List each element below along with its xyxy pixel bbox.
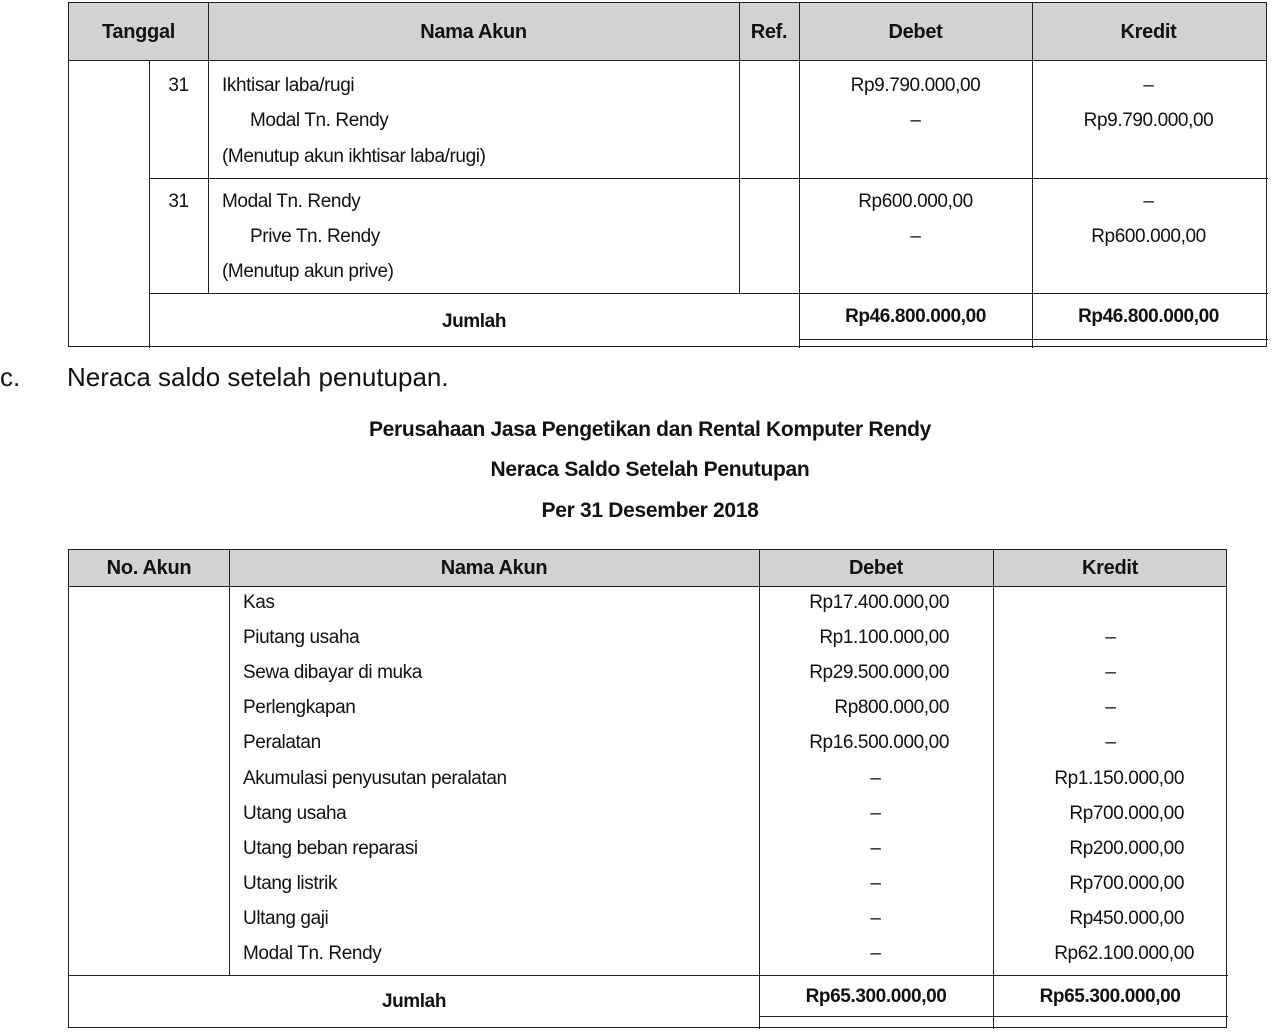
credit-value: Rp200.000,00 xyxy=(1069,838,1184,859)
debit-value: – xyxy=(870,803,881,824)
report-company: Perusahaan Jasa Pengetikan dan Rental Komputer Rendy xyxy=(368,418,932,441)
header-debet: Debet xyxy=(888,20,943,43)
header-no-akun: No. Akun xyxy=(106,557,192,579)
debit-value: Rp29.500.000,00 xyxy=(809,662,949,683)
debit-value: – xyxy=(870,838,881,859)
table-row xyxy=(69,588,1226,623)
table-row xyxy=(69,623,1226,658)
entry-1-debit-1: Rp9.790.000,00 xyxy=(850,75,981,96)
entry-1-day: 31 xyxy=(168,75,189,96)
trial-balance-table xyxy=(68,549,1227,1028)
account-name: Modal Tn. Rendy xyxy=(243,943,382,964)
account-name: Ultang gaji xyxy=(243,908,329,929)
report-name: Neraca Saldo Setelah Penutupan xyxy=(490,458,810,481)
credit-value: Rp700.000,00 xyxy=(1069,803,1184,824)
header-tanggal: Tanggal xyxy=(101,20,176,43)
table-row xyxy=(69,869,1226,904)
entry-1-description: (Menutup akun ikhtisar laba/rugi) xyxy=(222,146,486,167)
account-name: Utang listrik xyxy=(243,873,338,894)
entry-2-credit-1: – xyxy=(1143,191,1154,212)
table-row xyxy=(69,939,1226,974)
table-row xyxy=(69,834,1226,869)
entry-1-account-credit: Modal Tn. Rendy xyxy=(250,110,389,131)
account-name: Akumulasi penyusutan peralatan xyxy=(243,768,507,789)
entry-1-debit-2: – xyxy=(910,110,921,131)
entry-2-account-debit: Modal Tn. Rendy xyxy=(222,191,361,212)
entry-2-account-credit: Prive Tn. Rendy xyxy=(250,226,380,247)
entry-1-credit-1: – xyxy=(1143,75,1154,96)
debit-value: Rp1.100.000,00 xyxy=(819,627,949,648)
header-ref: Ref. xyxy=(750,20,788,43)
account-name: Utang beban reparasi xyxy=(243,838,418,859)
table-row xyxy=(69,799,1226,834)
entry-2-debit-2: – xyxy=(910,226,921,247)
credit-value: Rp1.150.000,00 xyxy=(1054,768,1184,789)
credit-value: – xyxy=(1105,697,1116,718)
report-period: Per 31 Desember 2018 xyxy=(541,499,759,522)
credit-value: – xyxy=(1105,662,1116,683)
entry-1-credit-2: Rp9.790.000,00 xyxy=(1083,110,1214,131)
debit-value: Rp800.000,00 xyxy=(834,697,949,718)
section-title: Neraca saldo setelah penutupan. xyxy=(67,362,449,392)
entry-2-day: 31 xyxy=(168,191,189,212)
credit-value: Rp700.000,00 xyxy=(1069,873,1184,894)
header-nama-akun: Nama Akun xyxy=(420,20,527,43)
entry-2-description: (Menutup akun prive) xyxy=(222,261,394,282)
debit-value: Rp17.400.000,00 xyxy=(809,592,949,613)
credit-value: Rp62.100.000,00 xyxy=(1054,943,1194,964)
account-name: Peralatan xyxy=(243,732,321,753)
header-kredit: Kredit xyxy=(1082,557,1138,579)
debit-value: – xyxy=(870,768,881,789)
entry-1-account-debit: Ikhtisar laba/rugi xyxy=(222,75,355,96)
credit-value: – xyxy=(1105,732,1116,753)
trial-balance-total-label: Jumlah xyxy=(381,991,447,1012)
credit-value: – xyxy=(1105,627,1116,648)
account-name: Kas xyxy=(243,592,275,613)
table-row xyxy=(69,658,1226,693)
journal-total-credit: Rp46.800.000,00 xyxy=(1078,306,1219,327)
entry-2-debit-1: Rp600.000,00 xyxy=(858,191,973,212)
header-nama-akun: Nama Akun xyxy=(440,557,548,579)
debit-value: – xyxy=(870,943,881,964)
debit-value: Rp16.500.000,00 xyxy=(809,732,949,753)
header-debet: Debet xyxy=(848,557,904,579)
journal-total-debit: Rp46.800.000,00 xyxy=(845,306,986,327)
account-name: Piutang usaha xyxy=(243,627,360,648)
entry-2-credit-2: Rp600.000,00 xyxy=(1091,226,1206,247)
table-row xyxy=(69,904,1226,939)
credit-value: Rp450.000,00 xyxy=(1069,908,1184,929)
account-name: Perlengkapan xyxy=(243,697,356,718)
header-kredit: Kredit xyxy=(1120,20,1177,43)
journal-total-label: Jumlah xyxy=(441,311,507,332)
table-row xyxy=(69,693,1226,728)
closing-journal-table xyxy=(68,2,1267,347)
debit-value: – xyxy=(870,908,881,929)
section-letter: c. xyxy=(0,362,21,392)
account-name: Utang usaha xyxy=(243,803,347,824)
debit-value: – xyxy=(870,873,881,894)
trial-balance-total-credit: Rp65.300.000,00 xyxy=(1039,986,1181,1007)
trial-balance-total-debit: Rp65.300.000,00 xyxy=(805,986,947,1007)
table-row xyxy=(69,728,1226,763)
account-name: Sewa dibayar di muka xyxy=(243,662,422,683)
table-row xyxy=(69,764,1226,799)
